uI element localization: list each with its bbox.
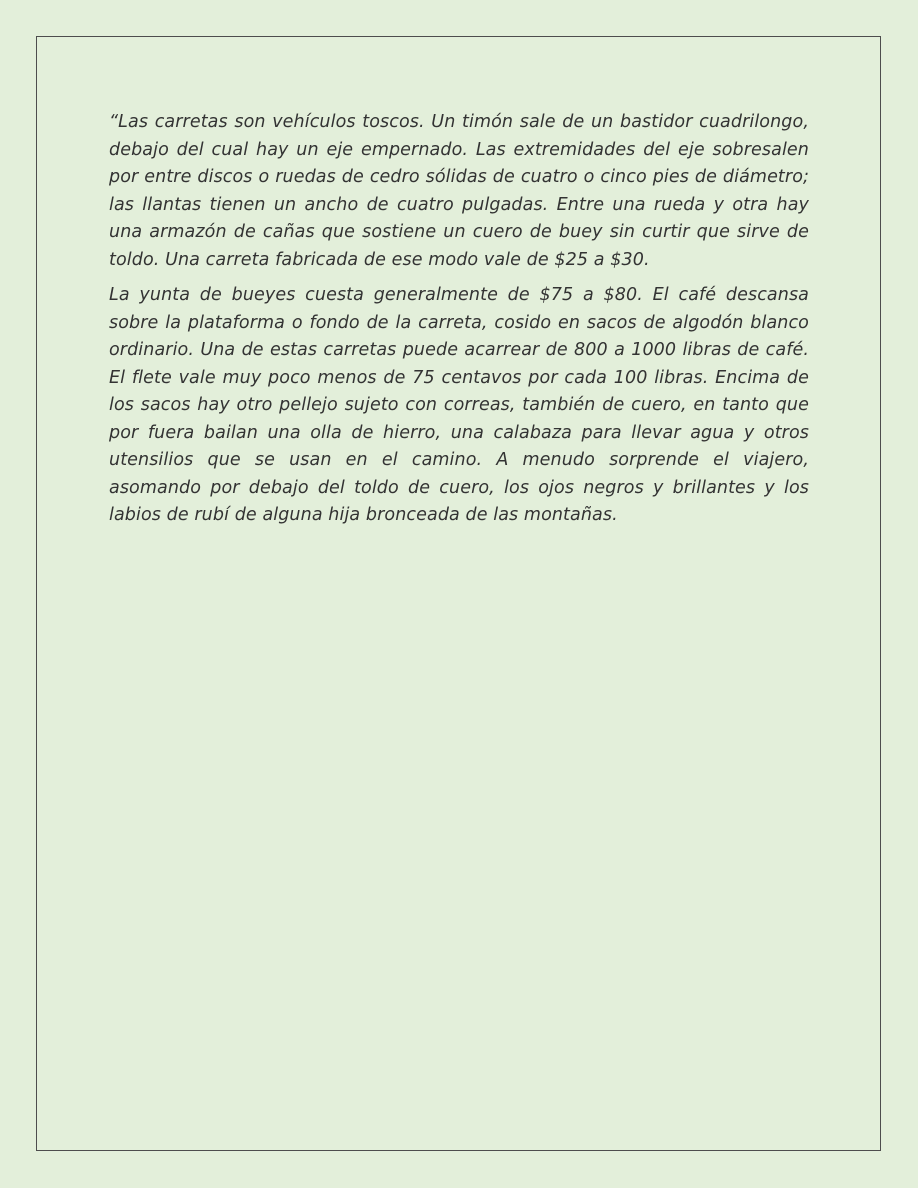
paragraph-1: “Las carretas son vehículos toscos. Un timón sale de un bastidor cuadrilongo, debajo del cual hay un eje empernado. Las extremidades del eje sobresalen por entre discos o ruedas de cedro sólidas de cuatro o cinco pies de diámetro; las llantas tienen un ancho de cuatro pulgadas. Entre una rueda y otra hay una armazón de cañas que sostiene un cuero de buey sin curtir que sirve de toldo. Una carreta fabricada de ese modo vale de $25 a $30.: [109, 112, 809, 270]
paragraph-2: La yunta de bueyes cuesta generalmente de $75 a $80. El café descansa sobre la plataforma o fondo de la carreta, cosido en sacos de algodón blanco ordinario. Una de estas carretas puede acarrear de 800 a 1000 libras de café. El flete vale muy poco menos de 75 centavos por cada 100 libras. Encima de los sacos hay otro pellejo sujeto con correas, también de cuero, en tanto que por fuera bailan una olla de hierro, una calabaza para llevar agua y otros utensilios que se usan en el camino. A menudo sorprende el viajero, asomando por debajo del toldo de cuero, los ojos negros y brillantes y los labios de rubí de alguna hija bronceada de las montañas.: [109, 285, 809, 525]
page-frame: [36, 36, 881, 1151]
body-text: [109, 109, 809, 538]
